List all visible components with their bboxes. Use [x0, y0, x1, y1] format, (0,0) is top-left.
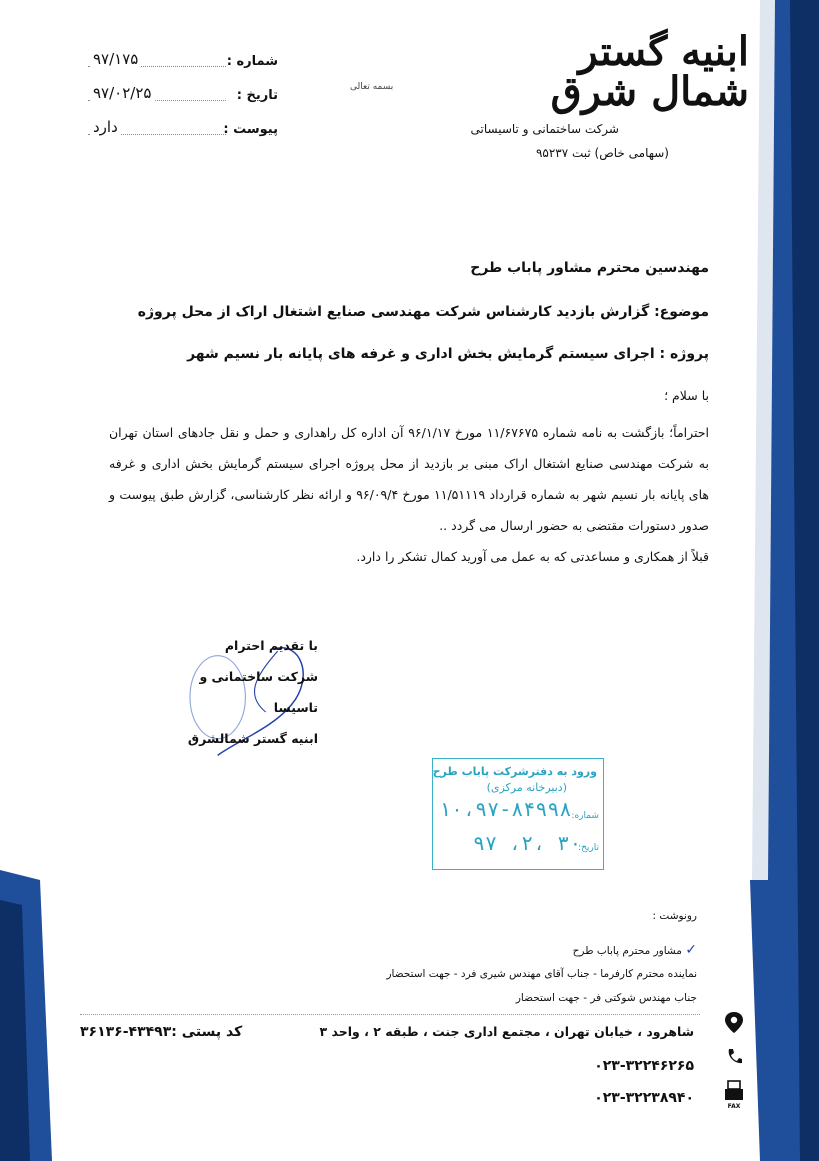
signature-line-1: با تقدیم احترام: [224, 638, 318, 653]
basmala: بسمه تعالی: [350, 82, 394, 92]
stamp-date-value: ۹۷ ،۲، ۳۰: [473, 831, 582, 855]
signature-line-3: ابنیه گستر شمالشرق: [187, 731, 318, 746]
footer-phone: ۰۲۳-۳۲۲۴۶۲۶۵: [594, 1058, 694, 1074]
stamp-title: ورود به دفترشرکت پاباب طرح: [432, 765, 597, 778]
svg-text:FAX: FAX: [727, 1103, 741, 1110]
cc-item-2: نماینده محترم کارفرما - جناب آقای مهندس شیری فرد - جهت استحضار: [386, 968, 697, 980]
letter-subject: موضوع: گزارش بازدید کارشناس شرکت مهندسی صنایع اشتغال اراک از محل پروژه: [137, 304, 709, 320]
letter-number-value: ۹۷/۱۷۵: [90, 50, 141, 68]
company-name: شرکت ساختمانی و تاسیساتی: [470, 122, 619, 136]
stamp-date-label: تاریخ:: [578, 843, 599, 853]
letter-number-row: [88, 50, 278, 76]
letter-attachment-row: [88, 118, 278, 144]
letter-project: پروژه : اجرای سیستم گرمایش بخش اداری و غرفه های پایانه بار نسیم شهر: [187, 346, 709, 362]
stamp-number-label: شماره:: [571, 811, 599, 821]
footer-divider: [80, 1014, 700, 1015]
letter-date-label: تاریخ :: [236, 88, 278, 103]
letter-addressee: مهندسین محترم مشاور پاباب طرح: [470, 260, 709, 276]
letter-attachment-label: پیوست :: [223, 122, 278, 137]
inbound-stamp: [432, 758, 604, 870]
stamp-subtitle: (دبیرخانه مرکزی): [486, 781, 567, 794]
cc-item-1: ✓ مشاور محترم پاباب طرح: [572, 942, 697, 958]
location-pin-icon: [721, 1010, 747, 1036]
footer-address: شاهرود ، خیابان تهران ، مجتمع اداری جنت ، طبقه ۲ ، واحد ۳: [319, 1024, 694, 1039]
letter-date-value: ۹۷/۰۲/۲۵: [90, 84, 154, 102]
letter-attachment-value: دارد: [90, 118, 121, 136]
footer-postal-code: کد پستی :۴۳۴۹۳-۳۶۱۳۶: [80, 1024, 243, 1040]
letter-greeting: با سلام ؛: [664, 388, 709, 403]
footer-fax: ۰۲۳-۳۲۲۳۸۹۴۰: [594, 1090, 694, 1106]
checkmark-icon: ✓: [685, 942, 697, 958]
letter-paragraph-2: قبلاً از همکاری و مساعدتی که به عمل می آورید کمال تشکر را دارد.: [356, 549, 709, 564]
letter-paragraph-1: احتراماً؛ بازگشت به نامه شماره ۱۱/۶۷۶۷۵ مورخ ۹۶/۱/۱۷ آن اداره کل راهداری و حمل و نقل جادهای استان تهران به شرکت مهندسی صنایع اشتغال اراک مبنی بر بازدید از محل پروژه اجرای سیستم گرمایش بخش اداری و غرفه های پایانه بار نسیم شهر به شماره قرارداد ۱۱/۵۱۱۱۹ مورخ ۹۶/۰۹/۴ و ارائه نظر کارشناسی، گزارش طبق پیوست و صدور دستورات مقتضی به حضور ارسال می گردد ..: [109, 425, 709, 533]
cc-heading: رونوشت :: [652, 910, 697, 922]
phone-icon: [721, 1044, 747, 1070]
company-registration: (سهامی خاص) ثبت ۹۵۲۳۷: [535, 146, 669, 160]
fax-icon: [721, 1078, 747, 1112]
letter-date-row: [88, 84, 278, 110]
company-logo: ابنیه گستر شمال شرق: [550, 28, 749, 115]
stamp-number-value: ۱۰،۹۷-۸۴۹۹۸: [439, 797, 572, 821]
letter-body: [109, 380, 709, 572]
letter-number-label: شماره :: [226, 54, 278, 69]
cc-item-3: جناب مهندس شوکتی فر - جهت استحضار: [515, 992, 697, 1004]
signature-line-2: شرکت ساختمانی و تاسیسا: [199, 669, 318, 715]
signature-block: [178, 630, 318, 754]
